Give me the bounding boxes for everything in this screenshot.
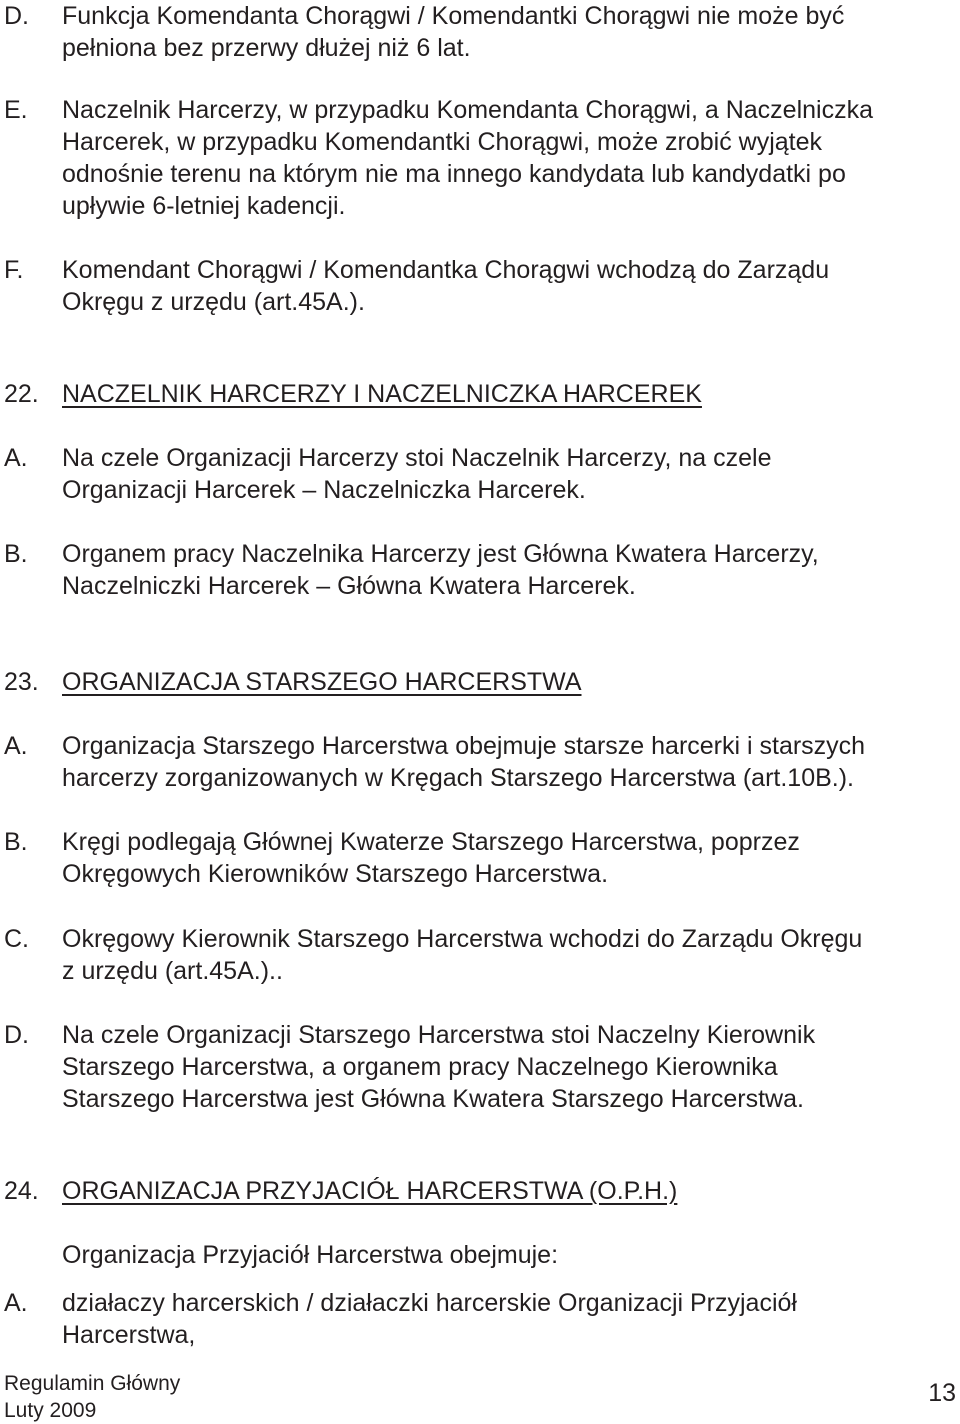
- text-line: Harcerstwa,: [62, 1321, 196, 1349]
- item-text: [62, 1019, 942, 1115]
- text-line: Starszego Harcerstwa jest Główna Kwatera Starszego Harcerstwa.: [62, 1085, 804, 1113]
- item-text: [62, 923, 942, 987]
- item-label: B.: [4, 828, 28, 856]
- text-line: pełniona bez przerwy dłużej niż 6 lat.: [62, 34, 471, 62]
- text-line: z urzędu (art.45A.)..: [62, 957, 283, 985]
- page-number: 13: [928, 1379, 956, 1407]
- text-line: harcerzy zorganizowanych w Kręgach Starszego Harcerstwa (art.10B.).: [62, 764, 854, 792]
- text-line: Na czele Organizacji Starszego Harcerstwa stoi Naczelny Kierownik: [62, 1021, 816, 1049]
- section-title: NACZELNIK HARCERZY I NACZELNICZKA HARCEREK: [62, 380, 702, 408]
- section-24-intro: Organizacja Przyjaciół Harcerstwa obejmuje:: [62, 1241, 559, 1269]
- text-line: Starszego Harcerstwa, a organem pracy Naczelnego Kierownika: [62, 1053, 778, 1081]
- item-label: F.: [4, 256, 24, 284]
- section-number: 22.: [4, 380, 39, 408]
- text-line: Funkcja Komendanta Chorągwi / Komendantki Chorągwi nie może być: [62, 2, 845, 30]
- item-text: [62, 442, 942, 506]
- item-label: B.: [4, 540, 28, 568]
- text-line: Harcerek, w przypadku Komendantki Chorągwi, może zrobić wyjątek: [62, 128, 823, 156]
- text-line: upływie 6-letniej kadencji.: [62, 192, 346, 220]
- item-text: [62, 826, 942, 890]
- item-label: D.: [4, 2, 29, 30]
- section-title: ORGANIZACJA PRZYJACIÓŁ HARCERSTWA (O.P.H.): [62, 1177, 678, 1205]
- section-title: ORGANIZACJA STARSZEGO HARCERSTWA: [62, 668, 582, 696]
- text-line: Organem pracy Naczelnika Harcerzy jest Główna Kwatera Harcerzy,: [62, 540, 819, 568]
- item-text: [62, 254, 942, 318]
- item-text: [62, 730, 942, 794]
- text-line: Komendant Chorągwi / Komendantka Chorągwi wchodzą do Zarządu: [62, 256, 830, 284]
- text-line: Organizacja Starszego Harcerstwa obejmuje starsze harcerki i starszych: [62, 732, 866, 760]
- text-line: Okręgowych Kierowników Starszego Harcerstwa.: [62, 860, 609, 888]
- text-line: Kręgi podlegają Głównej Kwaterze Starszego Harcerstwa, poprzez: [62, 828, 800, 856]
- item-label: A.: [4, 444, 28, 472]
- text-line: działaczy harcerskich / działaczki harcerskie Organizacji Przyjaciół: [62, 1289, 797, 1317]
- section-number: 24.: [4, 1177, 39, 1205]
- item-text: [62, 538, 942, 602]
- item-label: D.: [4, 1021, 29, 1049]
- item-text: [62, 94, 942, 222]
- text-line: Naczelniczki Harcerek – Główna Kwatera Harcerek.: [62, 572, 636, 600]
- section-number: 23.: [4, 668, 39, 696]
- text-line: Naczelnik Harcerzy, w przypadku Komendanta Chorągwi, a Naczelniczka: [62, 96, 873, 124]
- text-line: Okręgowy Kierownik Starszego Harcerstwa wchodzi do Zarządu Okręgu: [62, 925, 863, 953]
- text-line: Organizacji Harcerek – Naczelniczka Harcerek.: [62, 476, 586, 504]
- item-label: A.: [4, 732, 28, 760]
- footer-document-title: Regulamin Główny: [4, 1372, 181, 1395]
- item-label: A.: [4, 1289, 28, 1317]
- item-text: [62, 0, 942, 64]
- page-footer: [4, 1370, 180, 1424]
- item-label: E.: [4, 96, 28, 124]
- footer-date: Luty 2009: [4, 1399, 97, 1422]
- text-line: Okręgu z urzędu (art.45A.).: [62, 288, 365, 316]
- item-text: [62, 1287, 942, 1351]
- text-line: Na czele Organizacji Harcerzy stoi Naczelnik Harcerzy, na czele: [62, 444, 772, 472]
- item-label: C.: [4, 925, 29, 953]
- text-line: odnośnie terenu na którym nie ma innego kandydata lub kandydatki po: [62, 160, 846, 188]
